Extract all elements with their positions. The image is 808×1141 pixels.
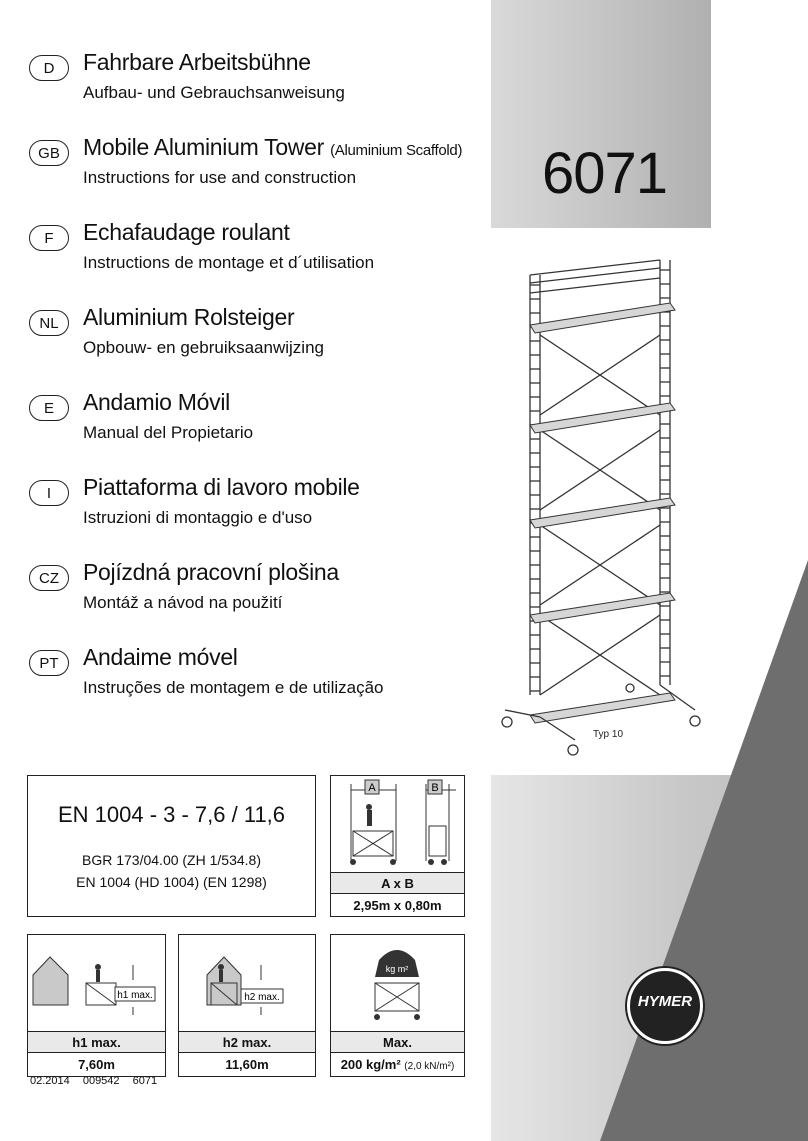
- load-value-row: [331, 1052, 464, 1076]
- footer: [30, 1075, 167, 1087]
- load-diagram: [331, 935, 463, 1030]
- h1-box: [27, 934, 166, 1077]
- load-note: (2,0 kN/m²): [404, 1061, 455, 1072]
- language-title: [83, 559, 339, 586]
- h2-label: h2 max.: [179, 1031, 315, 1052]
- model-number: 6071: [542, 141, 668, 206]
- language-title: [83, 474, 360, 501]
- language-code-badge: PT: [29, 650, 69, 676]
- language-title: [83, 49, 311, 76]
- type-label: Typ 10: [593, 729, 624, 740]
- label-b: B: [431, 782, 439, 794]
- language-subtitle: Instructions de montage et d´utilisation: [83, 253, 375, 272]
- h2-diagram: [179, 935, 314, 1030]
- language-code-badge: GB: [29, 140, 69, 166]
- standard-line-2: EN 1004 (HD 1004) (EN 1298): [76, 874, 267, 890]
- brand-name: HYMER: [637, 993, 693, 1010]
- language-subtitle: Opbouw- en gebruiksaanwijzing: [83, 338, 324, 357]
- language-title-text: Mobile Aluminium Tower: [83, 134, 324, 160]
- language-title: [83, 644, 238, 671]
- language-subtitle: Manual del Propietario: [83, 423, 254, 442]
- language-title-text: Aluminium Rolsteiger: [83, 304, 295, 330]
- h1-tag: h1 max.: [117, 990, 153, 1001]
- scaffold-tower-illustration: [495, 255, 720, 765]
- language-code-badge: NL: [29, 310, 69, 336]
- language-title-text: Andaime móvel: [83, 644, 238, 670]
- load-value: 200 kg/m²: [340, 1057, 401, 1072]
- standards-box: [27, 775, 316, 917]
- dimensions-value: 2,95m x 0,80m: [331, 893, 464, 916]
- language-title: [83, 219, 290, 246]
- language-code-badge: F: [29, 225, 69, 251]
- footer-date: 02.2014: [30, 1075, 70, 1087]
- footer-doc-number: 009542: [82, 1075, 120, 1087]
- hymer-logo: [627, 968, 703, 1044]
- language-code-badge: I: [29, 480, 69, 506]
- language-title: [83, 134, 462, 161]
- language-code-badge: E: [29, 395, 69, 421]
- standard-main: EN 1004 - 3 - 7,6 / 11,6: [57, 802, 286, 827]
- label-a: A: [368, 782, 376, 794]
- language-subtitle: Aufbau- und Gebrauchsanweisung: [83, 83, 345, 102]
- language-title-note: (Aluminium Scaffold): [330, 142, 463, 159]
- load-box: [330, 934, 465, 1077]
- language-code-badge: CZ: [29, 565, 69, 591]
- dimensions-box: [330, 775, 465, 917]
- language-title-text: Pojízdná pracovní plošina: [83, 559, 339, 585]
- language-title-text: Andamio Móvil: [83, 389, 230, 415]
- footer-model: 6071: [132, 1075, 158, 1087]
- h2-tag: h2 max.: [244, 992, 280, 1003]
- dimensions-title: A x B: [331, 872, 464, 893]
- h1-value: 7,60m: [28, 1052, 165, 1076]
- h2-box: [178, 934, 316, 1077]
- h1-diagram: [28, 935, 164, 1030]
- language-subtitle: Istruzioni di montaggio e d'uso: [83, 508, 313, 527]
- language-title: [83, 304, 294, 331]
- h2-value: 11,60m: [179, 1052, 315, 1076]
- weight-tag: kg m²: [385, 964, 409, 974]
- language-subtitle: Instruções de montagem e de utilização: [83, 678, 384, 697]
- language-subtitle: Instructions for use and construction: [83, 168, 357, 187]
- language-title-text: Echafaudage roulant: [83, 219, 290, 245]
- dimensions-diagram: [331, 776, 463, 871]
- load-label: Max.: [331, 1031, 464, 1052]
- h1-label: h1 max.: [28, 1031, 165, 1052]
- language-subtitle: Montáž a návod na použití: [83, 593, 283, 612]
- language-title-text: Piattaforma di lavoro mobile: [83, 474, 360, 500]
- language-title: [83, 389, 230, 416]
- language-title-text: Fahrbare Arbeitsbühne: [83, 49, 311, 75]
- standard-line-1: BGR 173/04.00 (ZH 1/534.8): [82, 852, 261, 868]
- language-code-badge: D: [29, 55, 69, 81]
